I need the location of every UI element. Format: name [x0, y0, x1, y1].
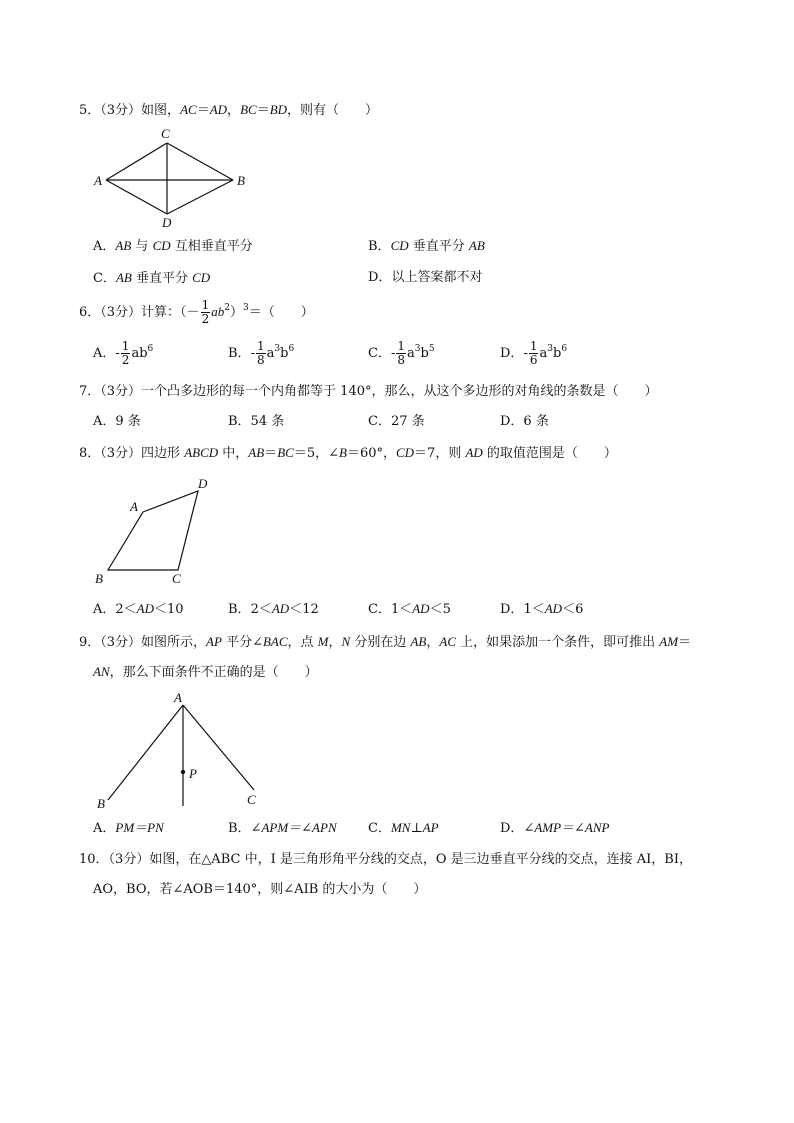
q5-option-c[interactable]: C．AB 垂直平分 CD [93, 270, 211, 286]
q6-option-c[interactable]: C．- $\frac{1}{8}$ $a^3b^5$ [368, 339, 435, 367]
question-9-stem-line1: 9．（3分）如图所示，AP 平分∠BAC，点 M，N 分别在边 AB，AC 上，如果添加一个条件，即可推出 AM＝ [79, 634, 692, 650]
q8-option-c[interactable]: C．1＜AD＜5 [368, 601, 451, 617]
label-a: A [174, 690, 182, 705]
question-9-stem-line2: AN，那么下面条件不正确的是（ ） [93, 664, 318, 680]
label-b: B [95, 571, 103, 586]
label-c: C [161, 126, 170, 141]
question-6-stem: 6．（3分）计算：（－ $\frac{1}{2}$ $ab^2)^3=$（ ） [79, 298, 314, 326]
question-8-stem: 8．（3分）四边形 ABCD 中，AB＝BC＝5，∠B＝60°，CD＝7，则 AD 的取值范围是（ ） [79, 445, 617, 461]
q7-option-a[interactable]: A．9 条 [93, 414, 141, 429]
label-c: C [172, 571, 181, 586]
q7-option-d[interactable]: D．6 条 [500, 414, 549, 429]
q8-option-b[interactable]: B．2＜AD＜12 [228, 601, 319, 617]
q5-option-a[interactable]: A．AB 与 CD 互相垂直平分 [93, 238, 253, 254]
q9-option-b[interactable]: B．∠APM＝∠APN [228, 820, 337, 836]
q7-option-b[interactable]: B．54 条 [228, 414, 285, 429]
q8-option-a[interactable]: A．2＜AD＜10 [93, 601, 184, 617]
question-7-stem: 7．（3分）一个凸多边形的每一个内角都等于 140°，那么，从这个多边形的对角线的条数是（ ） [79, 384, 658, 399]
fraction: $\frac{1}{2}$ [201, 298, 210, 326]
q5-option-b[interactable]: B．CD 垂直平分 AB [368, 238, 485, 254]
label-p: P [189, 766, 197, 781]
question-10-stem-line1: 10．（3分）如图，在△ABC 中，I 是三角形角平分线的交点，O 是三边垂直平分线的交点，连接 AI，BI， [79, 852, 692, 867]
label-b: B [97, 796, 105, 811]
question-10-stem-line2: AO，BO，若∠AOB＝140°，则∠AIB 的大小为（ ） [93, 882, 427, 897]
label-d: D [198, 476, 208, 491]
label-a: A [130, 499, 138, 514]
q6-option-d[interactable]: D．- $\frac{1}{6}$ $a^3b^6$ [500, 339, 568, 367]
label-d: D [162, 215, 172, 230]
label-b: B [237, 173, 245, 188]
q6-option-a[interactable]: A．- $\frac{1}{2}$ $ab^6$ [93, 339, 154, 367]
q9-option-d[interactable]: D．∠AMP＝∠ANP [500, 820, 610, 836]
q5-option-d[interactable]: D．以上答案都不对 [368, 270, 483, 285]
q9-option-a[interactable]: A．PM＝PN [93, 820, 164, 836]
q6-option-b[interactable]: B．- $\frac{1}{8}$ $a^3b^6$ [228, 339, 295, 367]
q8-option-d[interactable]: D．1＜AD＜6 [500, 601, 584, 617]
label-c: C [247, 792, 256, 807]
label-a: A [94, 173, 102, 188]
q7-option-c[interactable]: C．27 条 [368, 414, 425, 429]
q9-option-c[interactable]: C．MN⊥AP [368, 820, 439, 836]
question-5-stem: 5．（3分）如图，AC＝AD，BC＝BD，则有（ ） [79, 102, 379, 118]
